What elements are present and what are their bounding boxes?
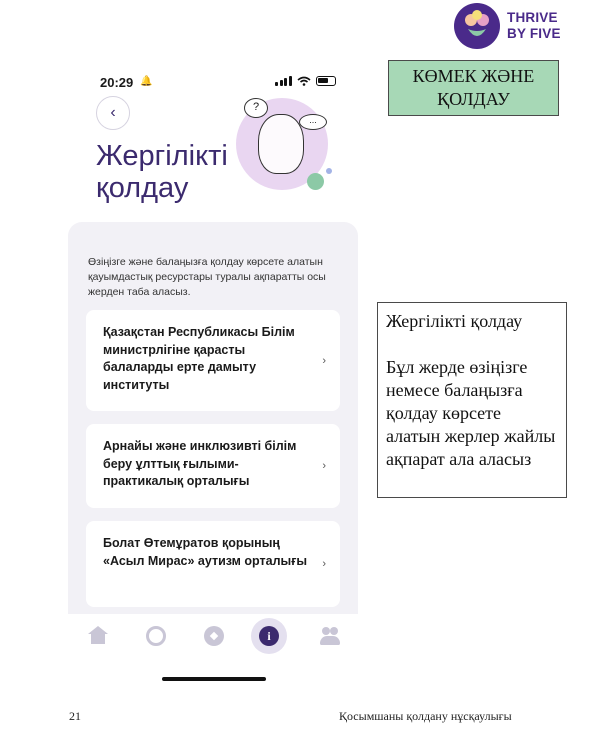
status-time: 20:29: [100, 75, 134, 90]
battery-icon: [316, 76, 336, 86]
list-item-label: Қазақстан Республикасы Білім министрлігіне қарасты балаларды ерте дамыту институты: [103, 325, 295, 392]
intro-text: Өзіңізге және балаңызға қолдау көрсете алатын қауымдастық ресурстары туралы ақпаратты осы жерден таба аласыз.: [88, 256, 326, 298]
chevron-left-icon: ‹: [110, 104, 116, 121]
status-icons: [275, 76, 336, 86]
list-item[interactable]: [86, 424, 340, 508]
description-title: Жергілікті қолдау: [386, 311, 523, 331]
clock-icon[interactable]: [146, 626, 166, 646]
woman-on-phone-illustration: [258, 114, 304, 174]
page-title-line1: Жергілікті: [96, 140, 228, 172]
description-box: [377, 302, 567, 498]
page-title-line2: қолдау: [96, 172, 189, 204]
bell-icon: 🔔: [140, 76, 153, 87]
info-tab-active[interactable]: [251, 618, 287, 654]
info-icon: i: [259, 626, 279, 646]
compass-icon[interactable]: [204, 626, 224, 646]
description-text: Бұл жерде өзіңізге немесе балаңызға қолдау көрсете алатын жерлер жайлы ақпарат ала аласыз: [386, 357, 556, 469]
section-header-box: [388, 60, 559, 116]
section-header-line1: КӨМЕК ЖӘНЕ: [412, 66, 535, 86]
decorative-dot: [326, 168, 332, 174]
page-title: [96, 140, 246, 204]
question-bubble-icon: ?: [244, 98, 268, 118]
logo-text-line2: BY FIVE: [507, 26, 561, 41]
back-button[interactable]: [96, 96, 130, 130]
wifi-icon: [297, 76, 311, 86]
section-header-line2: ҚОЛДАУ: [437, 89, 510, 109]
resource-list-card: [68, 222, 358, 614]
list-item[interactable]: [86, 521, 340, 607]
people-icon[interactable]: [320, 626, 340, 646]
page-number: 21: [69, 709, 81, 723]
footer-title: Қосымшаны қолдану нұсқаулығы: [339, 709, 512, 723]
speech-bubble-icon: ...: [299, 114, 327, 130]
list-item-label: Болат Өтемұратов қорының «Асыл Мирас» аутизм орталығы: [103, 536, 308, 568]
flower-logo-icon: [454, 3, 500, 49]
chevron-right-icon: ›: [322, 354, 326, 367]
home-indicator[interactable]: [162, 677, 266, 681]
list-item[interactable]: [86, 310, 340, 411]
home-icon[interactable]: [88, 626, 108, 646]
thrive-by-five-logo: [454, 3, 572, 49]
logo-text-line1: THRIVE: [507, 10, 558, 25]
signal-icon: [275, 76, 292, 86]
chevron-right-icon: ›: [322, 558, 326, 570]
bottom-navigation: [68, 614, 358, 658]
chevron-right-icon: ›: [322, 460, 326, 472]
decorative-dot: [307, 173, 324, 190]
list-item-label: Арнайы және инклюзивті білім беру ұлттық ғылыми-практикалық орталығы: [103, 439, 297, 488]
phone-screenshot: [68, 62, 365, 692]
